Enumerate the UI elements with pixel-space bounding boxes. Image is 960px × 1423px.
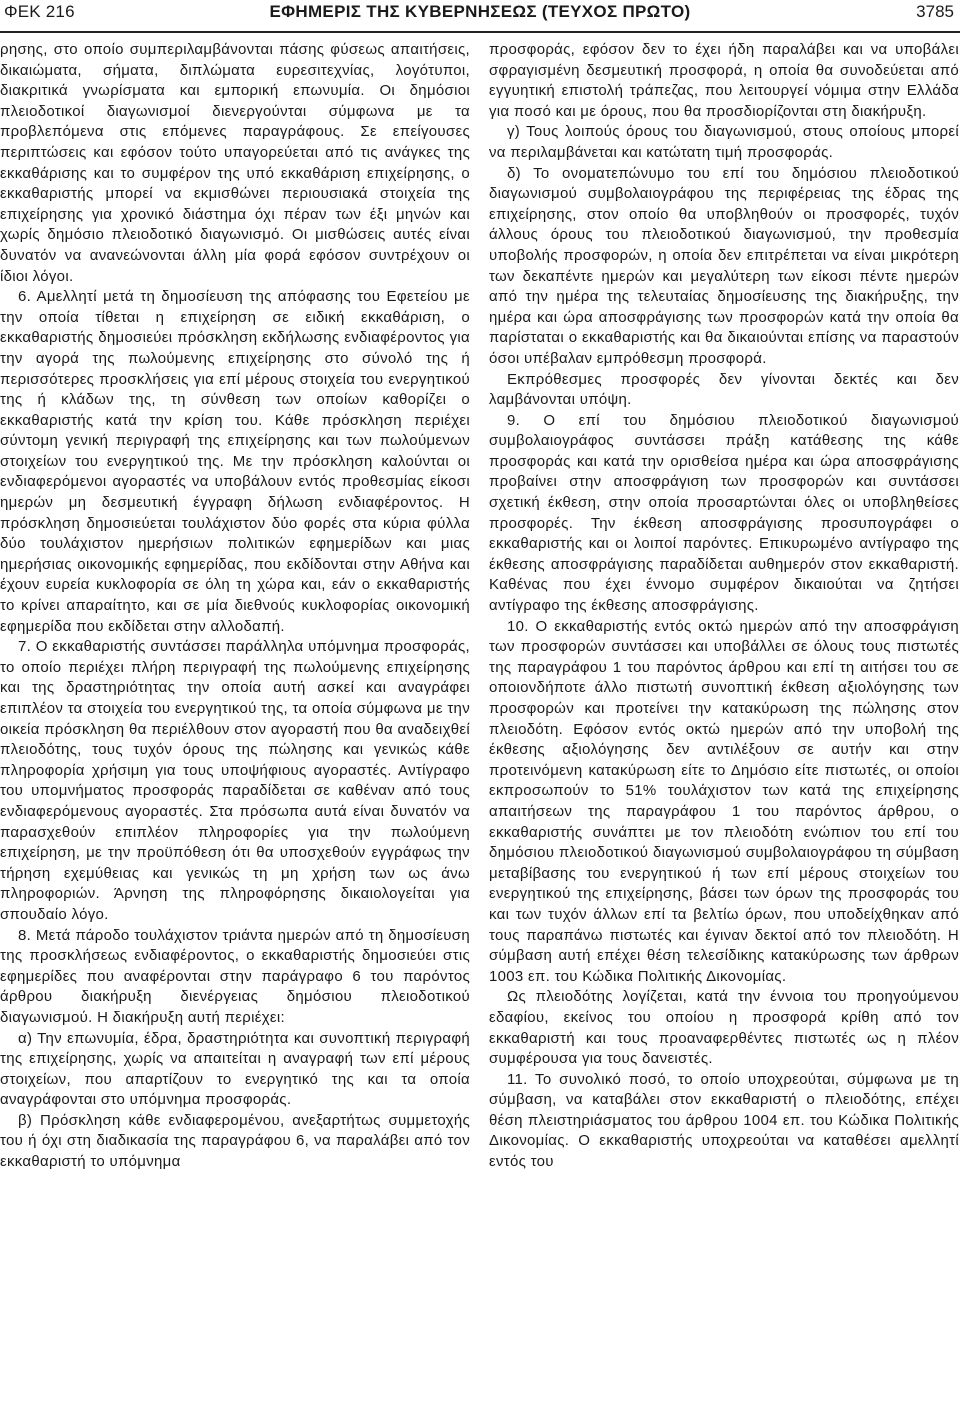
paragraph: 7. Ο εκκαθαριστής συντάσσει παράλληλα υπόμνημα προσφοράς, το οποίο περιέχει πλήρη περιγραφή της πωλούμενης επιχείρησης και της δραστηριότητας την οποία αυτή ασκεί και αναγράφει επιπλέον τα στοιχεία του ενεργητικού της, τα οποία σύμφωνα με την οικεία πρόσκληση θα περιέλθουν στον αγοραστή που θα αναδειχθεί πλειοδότης, τους τυχόν όρους της πώλησης και γενικώς κάθε πληροφορία χρήσιμη για τους υποψήφιους αγοραστές. Αντίγραφο του υπομνήματος προσφοράς παραδίδεται σε καθέναν από τους ενδιαφερόμενους αγοραστές. Στα πρόσωπα αυτά είναι δυνατόν να παρασχεθούν επιπλέον πληροφορίες για την πωλούμενη επιχείρηση, με την προϋπόθεση ότι θα υποσχεθούν εγγράφως την τήρηση εχεμύθειας και γενικώς τη μη χρήση των ως άνω πληροφοριών. Άρνηση της πληροφόρησης δικαιολογείται για σπουδαίο λόγο. [0, 638, 470, 923]
paragraph: γ) Τους λοιπούς όρους του διαγωνισμού, στους οποίους μπορεί να περιλαμβάνεται και κατώτατη τιμή προσφοράς. [489, 123, 959, 161]
paragraph: 8. Μετά πάροδο τουλάχιστον τριάντα ημερών από τη δημοσίευση της προσκλήσεως ενδιαφέροντος, ο εκκαθαριστής δημοσιεύει στις εφημερίδες που αναφέρονται στην παράγραφο 6 του παρόντος άρθρου διακήρυξη διενέργειας δημόσιου πλειοδοτικού διαγωνισμού. Η διακήρυξη αυτή περιέχει: [0, 926, 470, 1026]
issue-number: ΦΕΚ 216 [4, 2, 75, 21]
paragraph: α) Την επωνυμία, έδρα, δραστηριότητα και συνοπτική περιγραφή της επιχείρησης, χωρίς να απαιτείται η αναγραφή των επί μέρους στοιχείων, που απαρτίζουν το ενεργητικό της και τα οποία αναγράφονται στο υπόμνημα προσφοράς. [0, 1029, 470, 1109]
paragraph: 9. Ο επί του δημόσιου πλειοδοτικού διαγωνισμού συμβολαιογράφος συντάσσει πράξη κατάθεσης της κάθε προσφοράς και κατά την ορισθείσα ημέρα και ώρα αποσφράγισης προβαίνει στην αποσφράγιση των προσφορών και συντάσσει σχετική έκθεση, στην οποία προσαρτώνται όλες οι υποβληθείσες προσφορές. Την έκθεση αποσφράγισης προσυπογράφει ο εκκαθαριστής και οι λοιποί παρόντες. Επικυρωμένο αντίγραφο της έκθεσης αποσφράγισης παραδίδεται αυθημερόν στον εκκαθαριστή. Καθένας που έχει έννομο συμφέρον δικαιούται να ζητήσει αντίγραφο της έκθεσης αποσφράγισης. [489, 411, 959, 615]
right-column [489, 40, 959, 1420]
paragraph: β) Πρόσκληση κάθε ενδιαφερομένου, ανεξαρτήτως συμμετοχής του ή όχι στη διαδικασία της παραγράφου 6, να παραλάβει από τον εκκαθαριστή το υπόμνημα [0, 1111, 470, 1171]
paragraph: 11. Το συνολικό ποσό, το οποίο υποχρεούται, σύμφωνα με τη σύμβαση, να καταβάλει στον εκκαθαριστή ο πλειοδότης, επέχει θέση πλειστηριάσματος του άρθρου 1004 επ. του Κώδικα Πολιτικής Δικονομίας. Ο εκκαθαριστής υποχρεούται να καταθέσει αμελλητί εντός του [489, 1070, 959, 1171]
gazette-title: ΕΦΗΜΕΡΙΣ ΤΗΣ ΚΥΒΕΡΝΗΣΕΩΣ (ΤΕΥΧΟΣ ΠΡΩΤΟ) [269, 2, 691, 21]
paragraph: προσφοράς, εφόσον δεν το έχει ήδη παραλάβει και να υποβάλει σφραγισμένη δεσμευτική προσφορά, η οποία θα συνοδεύεται από εγγυητική επιστολή τράπεζας, που λειτουργεί νόμιμα στην Ελλάδα για ποσό και με όρους, που θα προσδιορίζονται στη διακήρυξη. [489, 41, 959, 120]
page-header [0, 0, 960, 30]
paragraph: Ως πλειοδότης λογίζεται, κατά την έννοια του προηγούμενου εδαφίου, εκείνος του οποίου η προσφορά κρίθη από τον εκκαθαριστή και τους προαναφερθέντες πιστωτές ως η πλέον συμφέρουσα για τους δανειστές. [489, 988, 959, 1068]
paragraph: δ) Το ονοματεπώνυμο του επί του δημόσιου πλειοδοτικού διαγωνισμού συμβολαιογράφου της περιφέρειας της έδρας της επιχείρησης, στον οποίο θα υποβληθούν οι προσφορές, τυχόν άλλους όρους του πλειοδοτικού διαγωνισμού, την προθεσμία υποβολής προσφορών, η οποία δεν επιτρέπεται να είναι μικρότερη των δεκαπέντε ημερών και μεγαλύτερη των είκοσι πέντε ημερών από την ημέρα της τελευταίας δημοσίευσης της διακήρυξης, την ημέρα και ώρα αποσφράγισης των προσφορών κατά την οποία θα παρίσταται ο εκκαθαριστής και θα δικαιούνται επίσης να παραστούν όσοι υπέβαλαν εμπρόθεσμη προσφορά. [489, 164, 959, 367]
paragraph: ρησης, στο οποίο συμπεριλαμβάνονται πάσης φύσεως απαιτήσεις, δικαιώματα, σήματα, διπλώματα ευρεσιτεχνίας, λογότυποι, διακριτικά γνωρίσματα και εμπορική επωνυμία. Οι δημόσιοι πλειοδοτικοί διαγωνισμοί διενεργούνται σύμφωνα με τα προβλεπόμενα στις επόμενες παραγράφους. Σε επείγουσες περιπτώσεις και εφόσον τούτο υπαγορεύεται από τις ανάγκες της εκκαθάρισης και το συμφέρον της υπό εκκαθάριση επιχείρησης, ο εκκαθαριστής μπορεί να εκμισθώνει περιουσιακά στοιχεία της επιχείρησης για χρονικό διάστημα όχι πέραν των έξι μηνών και χωρίς δημόσιο πλειοδοτικό διαγωνισμό. Οι μισθώσεις αυτές είναι δυνατόν να ανανεώνονται άλλη μία φορά εφόσον συντρέχουν οι ίδιοι λόγοι. [0, 41, 470, 285]
left-column [0, 40, 470, 1420]
paragraph: 6. Αμελλητί μετά τη δημοσίευση της απόφασης του Εφετείου με την οποία τίθεται η επιχείρηση σε ειδική εκκαθάριση, ο εκκαθαριστής δημοσιεύει πρόσκληση εκδήλωσης ενδιαφέροντος για την αγορά της πωλούμενης επιχείρησης στο σύνολό της ή περισσότερες προσκλήσεις για επί μέρους στοιχεία του ενεργητικού της ή κλάδων της, τη σύνθεση των οποίων καθορίζει ο εκκαθαριστής κατά την κρίση του. Κάθε πρόσκληση περιέχει σύντομη γενική περιγραφή της επιχείρησης και των πωλούμενων στοιχείων του ενεργητικού της. Με την πρόσκληση καλούνται οι ενδιαφερόμενοι αγοραστές να υποβάλουν εντός προθεσμίας είκοσι ημερών μη δεσμευτική έγγραφη δήλωση ενδιαφέροντος. Η πρόσκληση δημοσιεύεται τουλάχιστον δύο φορές στα κύρια φύλλα δύο τουλάχιστον ημερήσιων πολιτικών εφημερίδων και μιας ημερήσιας οικονομικής εφημερίδας, που εκδίδονται στην Αθήνα και έχουν ευρεία κυκλοφορία σε όλη τη χώρα και, εάν ο εκκαθαριστής το κρίνει απαραίτητο, και σε μία διεθνούς κυκλοφορίας οικονομική εφημερίδα που εκδίδεται στην αλλοδαπή. [0, 288, 470, 635]
paragraph: Εκπρόθεσμες προσφορές δεν γίνονται δεκτές και δεν λαμβάνονται υπόψη. [489, 370, 959, 409]
page-number: 3785 [916, 2, 954, 21]
header-rule [0, 31, 960, 33]
paragraph: 10. Ο εκκαθαριστής εντός οκτώ ημερών από την αποσφράγιση των προσφορών συντάσσει και υποβάλλει σε όλους τους πιστωτές της παραγράφου 1 του παρόντος άρθρου και επί τη αιτήσει του σε οποιονδήποτε άλλο πιστωτή συνοπτική έκθεση αξιολόγησης των προσφορών και προτείνει την κατακύρωση της πώλησης στον πλειοδότη. Εφόσον εντός οκτώ ημερών από την υποβολή της έκθεσης αξιολόγησης δεν αντιλέξουν σε αυτήν και στην προτεινόμενη κατακύρωση είτε το Δημόσιο είτε πιστωτές, οι οποίοι εκπροσωπούν το 51% τουλάχιστον των κατά της επιχείρησης απαιτήσεων της παραγράφου 1 του παρόντος άρθρου, ο εκκαθαριστής συνάπτει με τον πλειοδότη ενώπιον του επί του δημόσιου πλειοδοτικού διαγωνισμού συμβολαιογράφου τη σύμβαση μεταβίβασης του ενεργητικού ή των επί μέρους στοιχείων του ενεργητικού της επιχείρησης, βάσει των όρων της προσφοράς του και των τυχόν άλλων επί τα βελτίω όρων, που υποδείχθηκαν από τους παραπάνω πιστωτές και έγιναν δεκτοί από τον πλειοδότη. Η σύμβαση αυτή επέχει θέση τελεσίδικης κατακύρωσης των άρθρων 1003 επ. του Κώδικα Πολιτικής Δικονομίας. [489, 617, 959, 985]
